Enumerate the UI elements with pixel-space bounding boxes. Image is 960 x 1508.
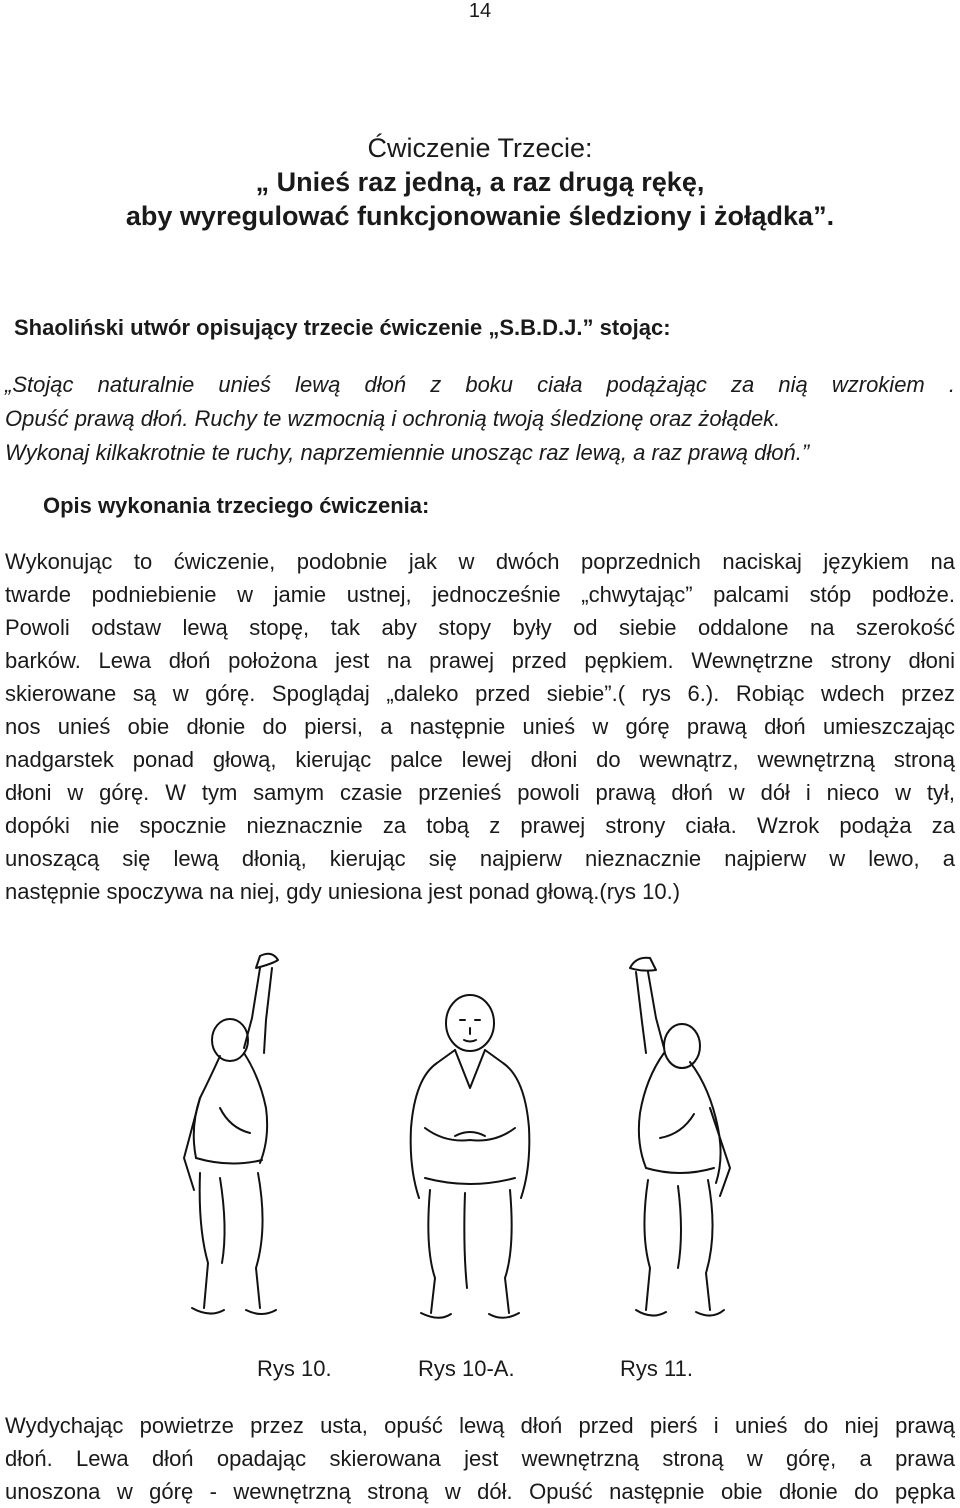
paragraph-line: Powoli odstaw lewą stopę, tak aby stopy były od siebie oddalone na szerokość <box>5 615 955 640</box>
caption-rys-11: Rys 11. <box>620 1356 693 1381</box>
paragraph-line: nadgarstek ponad głową, kierując palce lewej dłoni do wewnątrz, wewnętrzną stroną <box>5 747 955 772</box>
subtitle: Shaoliński utwór opisujący trzecie ćwiczenie „S.B.D.J.” stojąc: <box>14 315 671 340</box>
paragraph-line: twarde podniebienie w jamie ustnej, jednocześnie „chwytając” palcami stóp podłoże. <box>5 582 955 607</box>
paragraph-line: unoszącą się lewą dłonią, kierując się najpierw nieznacznie najpierw w lewo, a <box>5 846 955 871</box>
illustrations <box>150 928 770 1328</box>
paragraph-line: dłoń. Lewa dłoń opadając skierowana jest wewnętrzną stroną w górę, a prawa <box>5 1446 955 1471</box>
caption-rys-10: Rys 10. <box>257 1356 332 1381</box>
paragraph-line: Wydychając powietrze przez usta, opuść lewą dłoń przed pierś i unieś do niej prawą <box>5 1413 955 1438</box>
caption-rys-10a: Rys 10-A. <box>418 1356 515 1381</box>
paragraph-line: barków. Lewa dłoń położona jest na prawej przed pępkiem. Wewnętrzne strony dłoni <box>5 648 955 673</box>
paragraph-line: skierowane są w górę. Spoglądaj „daleko przed siebie”.( rys 6.). Robiąc wdech przez <box>5 681 955 706</box>
quoted-verse <box>5 368 955 470</box>
paragraph-line: dłoni w górę. W tym samym czasie przenieś powoli prawą dłoń w dół i nieco w tył, <box>5 780 955 805</box>
verse-line: Wykonaj kilkakrotnie te ruchy, naprzemiennie unosząc raz lewą, a raz prawą dłoń.” <box>5 440 810 465</box>
page-number: 14 <box>468 0 492 22</box>
paragraph-line: Wykonując to ćwiczenie, podobnie jak w dwóch poprzednich naciskaj językiem na <box>5 549 955 574</box>
description-paragraph <box>5 545 955 908</box>
title-line-2: „ Unieś raz jedną, a raz drugą rękę, <box>255 167 705 197</box>
paragraph-line: nos unieś obie dłonie do piersi, a następnie unieś w górę prawą dłoń umieszczając <box>5 714 955 739</box>
paragraph-line: następnie spoczywa na niej, gdy uniesiona jest ponad głową.(rys 10.) <box>5 879 681 904</box>
exercise-title <box>0 131 960 233</box>
verse-line: „Stojąc naturalnie unieś lewą dłoń z boku ciała podążając za nią wzrokiem . <box>5 372 955 397</box>
paragraph-line: unoszona w górę - wewnętrzną stroną w dół. Opuść następnie obie dłonie do pępka <box>5 1479 955 1504</box>
paragraph-line: dopóki nie spocznie nieznacznie za tobą z prawej strony ciała. Wzrok podąża za <box>5 813 955 838</box>
continuation-paragraph <box>5 1409 955 1508</box>
figure-hands-at-navel-illustration <box>385 928 555 1328</box>
figure-left-arm-raised-illustration <box>160 928 330 1328</box>
title-line-1: Ćwiczenie Trzecie: <box>367 133 593 163</box>
section-heading: Opis wykonania trzeciego ćwiczenia: <box>43 493 430 518</box>
title-line-3: aby wyregulować funkcjonowanie śledziony i żołądka”. <box>125 201 835 231</box>
figure-right-arm-raised-illustration <box>590 928 760 1328</box>
verse-line: Opuść prawą dłoń. Ruchy te wzmocnią i ochronią twoją śledzionę oraz żołądek. <box>5 406 781 431</box>
